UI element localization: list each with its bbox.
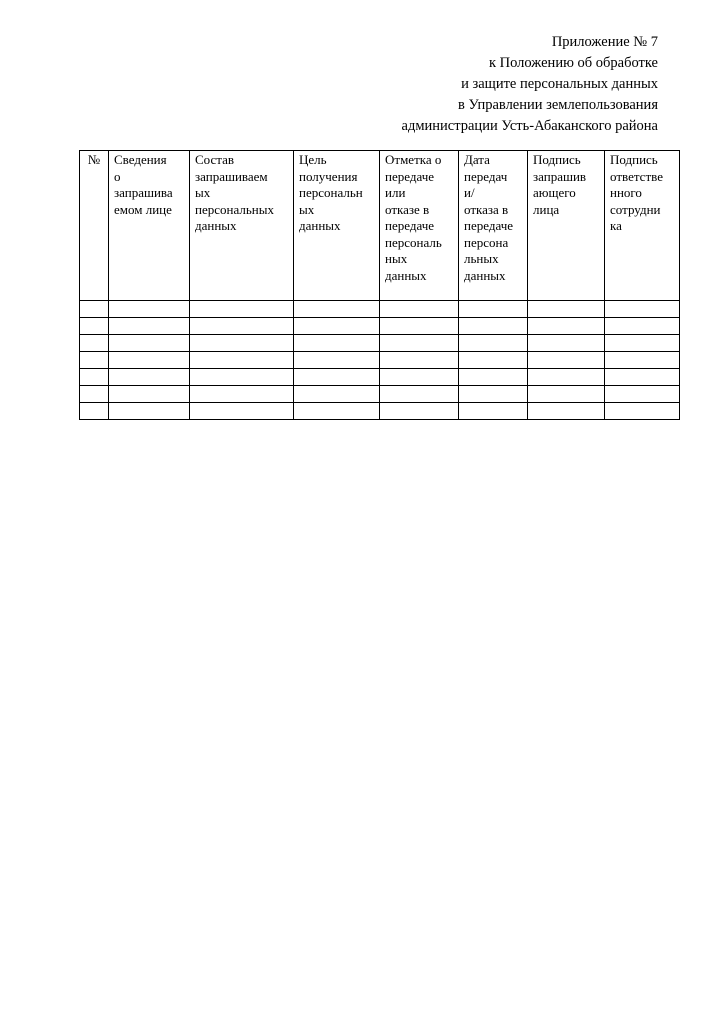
table-cell[interactable] bbox=[380, 301, 459, 318]
column-header-transfer-date: Дата передач и/ отказа в передаче персона льных данных bbox=[459, 151, 528, 301]
table-cell[interactable] bbox=[80, 369, 109, 386]
table-cell[interactable] bbox=[109, 403, 190, 420]
table-cell[interactable] bbox=[190, 403, 294, 420]
table-header-row bbox=[80, 151, 680, 301]
table-cell[interactable] bbox=[459, 386, 528, 403]
table-row bbox=[80, 318, 680, 335]
table-cell[interactable] bbox=[459, 335, 528, 352]
table-cell[interactable] bbox=[190, 318, 294, 335]
column-header-number: № bbox=[80, 151, 109, 301]
table-row bbox=[80, 352, 680, 369]
table-cell[interactable] bbox=[109, 335, 190, 352]
table-cell[interactable] bbox=[528, 386, 605, 403]
table-cell[interactable] bbox=[294, 386, 380, 403]
table-cell[interactable] bbox=[605, 352, 680, 369]
table-cell[interactable] bbox=[380, 335, 459, 352]
column-header-transfer-mark: Отметка о передаче или отказе в передаче персональ ных данных bbox=[380, 151, 459, 301]
table-cell[interactable] bbox=[528, 335, 605, 352]
column-header-purpose: Цель получения персональн ых данных bbox=[294, 151, 380, 301]
table-cell[interactable] bbox=[528, 403, 605, 420]
table-cell[interactable] bbox=[380, 352, 459, 369]
header-line-data-protection: и защите персональных данных bbox=[461, 76, 658, 92]
table-cell[interactable] bbox=[80, 403, 109, 420]
table-cell[interactable] bbox=[459, 318, 528, 335]
table-cell[interactable] bbox=[605, 369, 680, 386]
table-body bbox=[80, 301, 680, 420]
table-cell[interactable] bbox=[380, 403, 459, 420]
column-header-requester-info: Сведения о запрашива емом лице bbox=[109, 151, 190, 301]
table-cell[interactable] bbox=[459, 403, 528, 420]
table-cell[interactable] bbox=[605, 403, 680, 420]
data-transfer-log-table bbox=[79, 150, 680, 420]
table-cell[interactable] bbox=[605, 301, 680, 318]
table-cell[interactable] bbox=[109, 301, 190, 318]
table-cell[interactable] bbox=[109, 369, 190, 386]
column-header-requested-data: Состав запрашиваем ых персональных данных bbox=[190, 151, 294, 301]
header-line-administration: администрации Усть-Абаканского района bbox=[401, 118, 658, 134]
table-cell[interactable] bbox=[605, 386, 680, 403]
table-cell[interactable] bbox=[459, 369, 528, 386]
header-line-department: в Управлении землепользования bbox=[458, 97, 658, 113]
table-cell[interactable] bbox=[190, 386, 294, 403]
table-cell[interactable] bbox=[80, 318, 109, 335]
table-cell[interactable] bbox=[190, 335, 294, 352]
table-cell[interactable] bbox=[380, 318, 459, 335]
table-cell[interactable] bbox=[294, 318, 380, 335]
table-cell[interactable] bbox=[380, 386, 459, 403]
table-cell[interactable] bbox=[528, 318, 605, 335]
appendix-number: Приложение № 7 bbox=[551, 34, 658, 50]
table-cell[interactable] bbox=[459, 352, 528, 369]
table-cell[interactable] bbox=[459, 301, 528, 318]
table-row bbox=[80, 301, 680, 318]
table-row bbox=[80, 403, 680, 420]
table-cell[interactable] bbox=[190, 352, 294, 369]
table-cell[interactable] bbox=[294, 352, 380, 369]
table-cell[interactable] bbox=[294, 335, 380, 352]
table-cell[interactable] bbox=[109, 352, 190, 369]
table-cell[interactable] bbox=[605, 318, 680, 335]
table-row bbox=[80, 386, 680, 403]
table-row bbox=[80, 369, 680, 386]
document-header bbox=[402, 32, 658, 137]
table-row bbox=[80, 335, 680, 352]
table-cell[interactable] bbox=[80, 386, 109, 403]
table-cell[interactable] bbox=[528, 369, 605, 386]
table-cell[interactable] bbox=[190, 369, 294, 386]
header-line-regulation: к Положению об обработке bbox=[488, 55, 658, 71]
table-cell[interactable] bbox=[294, 301, 380, 318]
table-cell[interactable] bbox=[605, 335, 680, 352]
table-cell[interactable] bbox=[294, 369, 380, 386]
table-cell[interactable] bbox=[109, 318, 190, 335]
table-cell[interactable] bbox=[80, 301, 109, 318]
table-cell[interactable] bbox=[109, 386, 190, 403]
column-header-requester-signature: Подпись запрашив ающего лица bbox=[528, 151, 605, 301]
table-cell[interactable] bbox=[80, 352, 109, 369]
table-cell[interactable] bbox=[528, 352, 605, 369]
table-cell[interactable] bbox=[190, 301, 294, 318]
table-cell[interactable] bbox=[380, 369, 459, 386]
table-cell[interactable] bbox=[528, 301, 605, 318]
table-cell[interactable] bbox=[294, 403, 380, 420]
table-cell[interactable] bbox=[80, 335, 109, 352]
column-header-officer-signature: Подпись ответстве нного сотрудни ка bbox=[605, 151, 680, 301]
